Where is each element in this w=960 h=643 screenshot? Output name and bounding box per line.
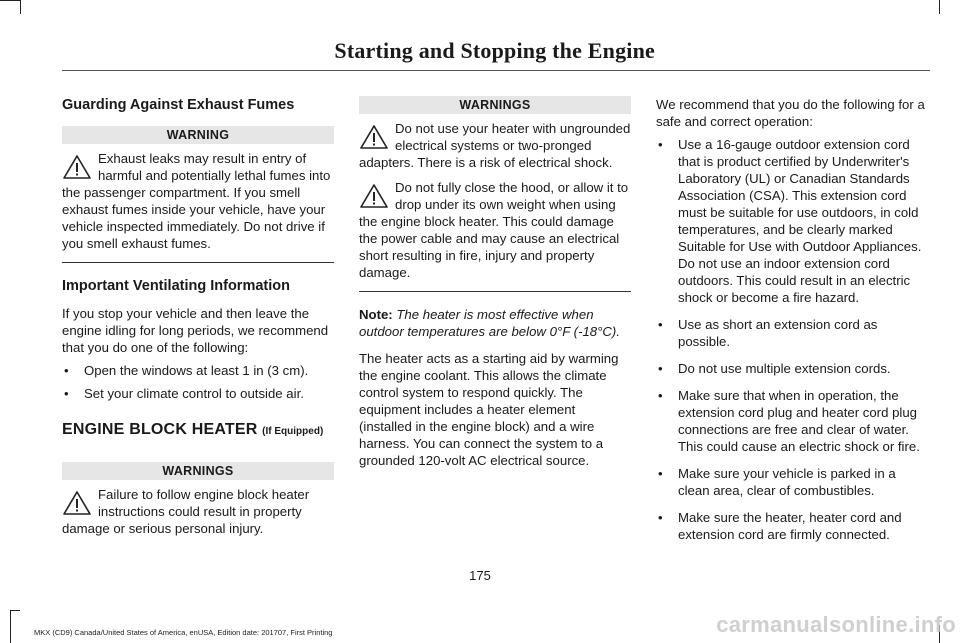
warning-text: Failure to follow engine block heater instructions could result in property damage or serious personal injury. xyxy=(62,487,310,536)
paragraph: If you stop your vehicle and then leave the engine idling for long periods, we recommend that you do one of the following: xyxy=(62,306,329,355)
note-text: The heater is most effective when outdoor temperatures are below 0°F (-18°C). xyxy=(359,307,620,339)
section-heading-exhaust: Guarding Against Exhaust Fumes xyxy=(62,97,295,113)
header-rule xyxy=(62,70,930,71)
heading-text: ENGINE BLOCK HEATER xyxy=(62,421,258,438)
warning-text: Do not use your heater with ungrounded electrical systems or two-pronged adapters. There is a risk of electrical shock. xyxy=(359,121,631,170)
edition-info: MKX (CD9) Canada/United States of America, enUSA, Edition date: 201707, First Printing xyxy=(34,628,333,637)
crop-mark xyxy=(10,610,20,611)
warning-box xyxy=(62,144,334,263)
crop-mark xyxy=(939,0,940,14)
section-heading-ventilating: Important Ventilating Information xyxy=(62,278,290,294)
warning-text: Do not fully close the hood, or allow it to drop under its own weight when using the engine block heater. This could damage the power cable and may cause an electrical short resulting in fire, injury and property damage. xyxy=(359,180,629,280)
list-item: • Open the windows at least 1 in (3 cm). xyxy=(62,362,334,379)
list-item: • Make sure your vehicle is parked in a clean area, clear of combustibles. xyxy=(656,465,928,499)
warning-triangle-icon xyxy=(62,490,92,516)
bullet-list xyxy=(62,362,334,402)
warning-triangle-icon xyxy=(359,183,389,209)
warning-text: Exhaust leaks may result in entry of harmful and potentially lethal fumes into the passenger compartment. If you smell exhaust fumes inside your vehicle, have your vehicle inspected immediately. Do not drive if you smell exhaust fumes. xyxy=(62,151,331,251)
page-number: 175 xyxy=(469,568,491,583)
warning-triangle-icon xyxy=(359,124,389,150)
warning-header: WARNINGS xyxy=(62,462,334,480)
list-item: • Use a 16-gauge outdoor extension cord that is product certified by Underwriter's Laboratory (UL) or Canadian Standards Association (CSA). This extension cord must be suitable for use outdoors, in cold temperatures, and be clearly marked Suitable for Use with Outdoor Appliances. Do not use an indoor extension cord outdoors. This could result in an electric shock or become a fire hazard. xyxy=(656,136,928,306)
watermark[interactable]: carmanualsonline.info xyxy=(716,612,956,637)
list-item: • Make sure that when in operation, the extension cord plug and heater cord plug connections are free and clear of water. This could cause an electric shock or fire. xyxy=(656,387,928,455)
bullet-list xyxy=(656,136,928,543)
paragraph: We recommend that you do the following for a safe and correct operation: xyxy=(656,97,925,129)
warning-triangle-icon xyxy=(62,154,92,180)
list-item: • Do not use multiple extension cords. xyxy=(656,360,928,377)
list-item: • Make sure the heater, heater cord and extension cord are firmly connected. xyxy=(656,509,928,543)
warning-box xyxy=(359,114,631,292)
note xyxy=(359,306,631,340)
warning-header: WARNINGS xyxy=(359,96,631,114)
crop-mark xyxy=(10,611,11,643)
list-item: • Set your climate control to outside air. xyxy=(62,385,334,402)
column-1 xyxy=(62,96,334,547)
crop-mark xyxy=(20,0,21,14)
section-heading-block-heater xyxy=(62,420,334,442)
column-2 xyxy=(359,96,631,469)
crop-mark xyxy=(0,0,20,1)
warning-box xyxy=(62,480,334,547)
list-item: • Use as short an extension cord as possible. xyxy=(656,316,928,350)
page-title: Starting and Stopping the Engine xyxy=(334,38,655,63)
note-label: Note: xyxy=(359,307,393,322)
warning-header: WARNING xyxy=(62,126,334,144)
heading-suffix: (If Equipped) xyxy=(262,426,324,437)
paragraph: The heater acts as a starting aid by warming the engine coolant. This allows the climate control system to respond quickly. The equipment includes a heater element (installed in the engine block) and a wire harness. You can connect the system to a grounded 120-volt AC electrical source. xyxy=(359,351,619,468)
column-3 xyxy=(656,96,928,543)
